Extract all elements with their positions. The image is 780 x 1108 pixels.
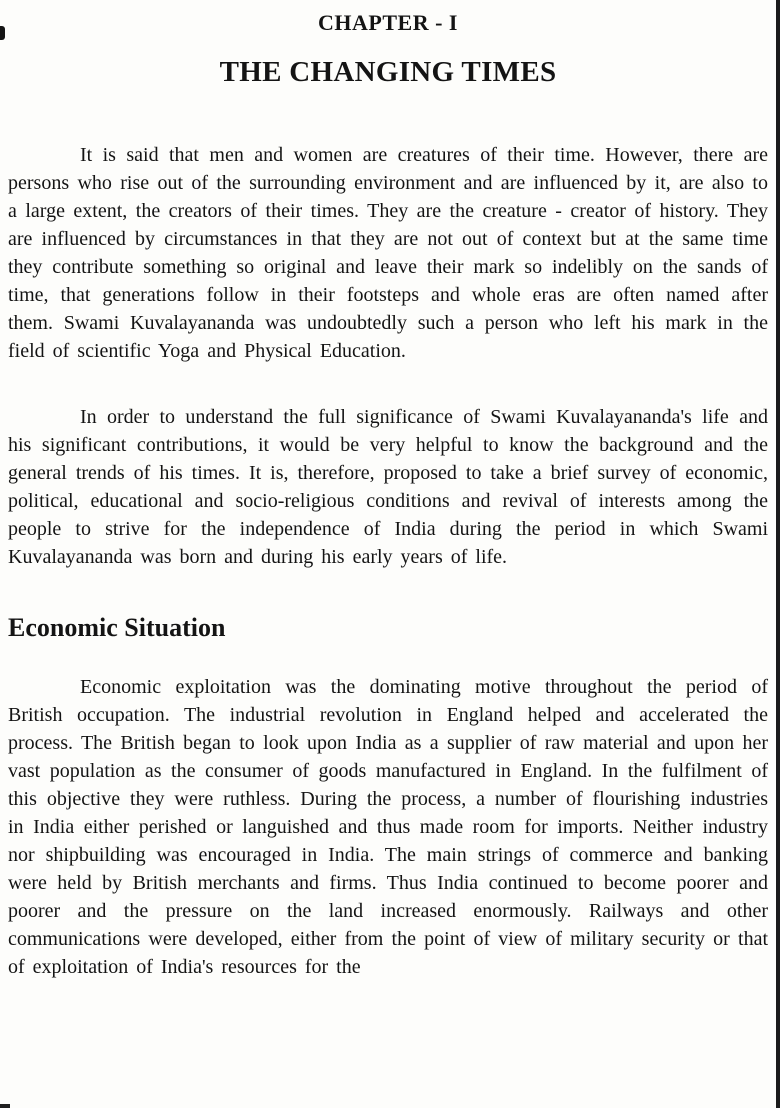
section-heading-economic-situation: Economic Situation	[8, 613, 226, 642]
page-title: THE CHANGING TIMES	[219, 56, 557, 88]
paragraph: It is said that men and women are creatures of their time. However, there are persons who rise out of the surrounding environment and are influenced by it, are also to a large extent, the creators of their times. They are the creature - creator of history. They are influenced by circumstances in that they are not out of context but at the same time they contribute something so original and leave their mark so indelibly on the sands of time, that generations follow in their footsteps and whole eras are often named after them. Swami Kuvalayananda was undoubtedly such a person who left his mark in the field of scientific Yoga and Physical Education.	[8, 144, 768, 362]
paragraph: Economic exploitation was the dominating motive throughout the period of British occupation. The industrial revolution in England helped and accelerated the process. The British began to look upon India as a supplier of raw material and upon her vast population as the consumer of goods manufactured in England. In the fulfilment of this objective they were ruthless. During the process, a number of flourishing industries in India either perished or languished and thus made room for imports. Neither industry nor shipbuilding was encouraged in India. The main strings of commerce and banking were held by British merchants and firms. Thus India continued to become poorer and poorer and the pressure on the land increased enormously. Railways and other communications were developed, either from the point of view of military security or that of exploitation of India's resources for the	[8, 676, 768, 978]
scan-mark-artifact	[0, 1104, 10, 1108]
scan-edge-artifact	[776, 0, 780, 1108]
chapter-heading: CHAPTER - I	[318, 10, 458, 35]
scan-mark-artifact	[0, 26, 5, 40]
paragraph: In order to understand the full significance of Swami Kuvalayananda's life and his significant contributions, it would be very helpful to know the background and the general trends of his times. It is, therefore, proposed to take a brief survey of economic, political, educational and socio-religious conditions and revival of interests among the people to strive for the independence of India during the period in which Swami Kuvalayananda was born and during his early years of life.	[8, 406, 768, 568]
